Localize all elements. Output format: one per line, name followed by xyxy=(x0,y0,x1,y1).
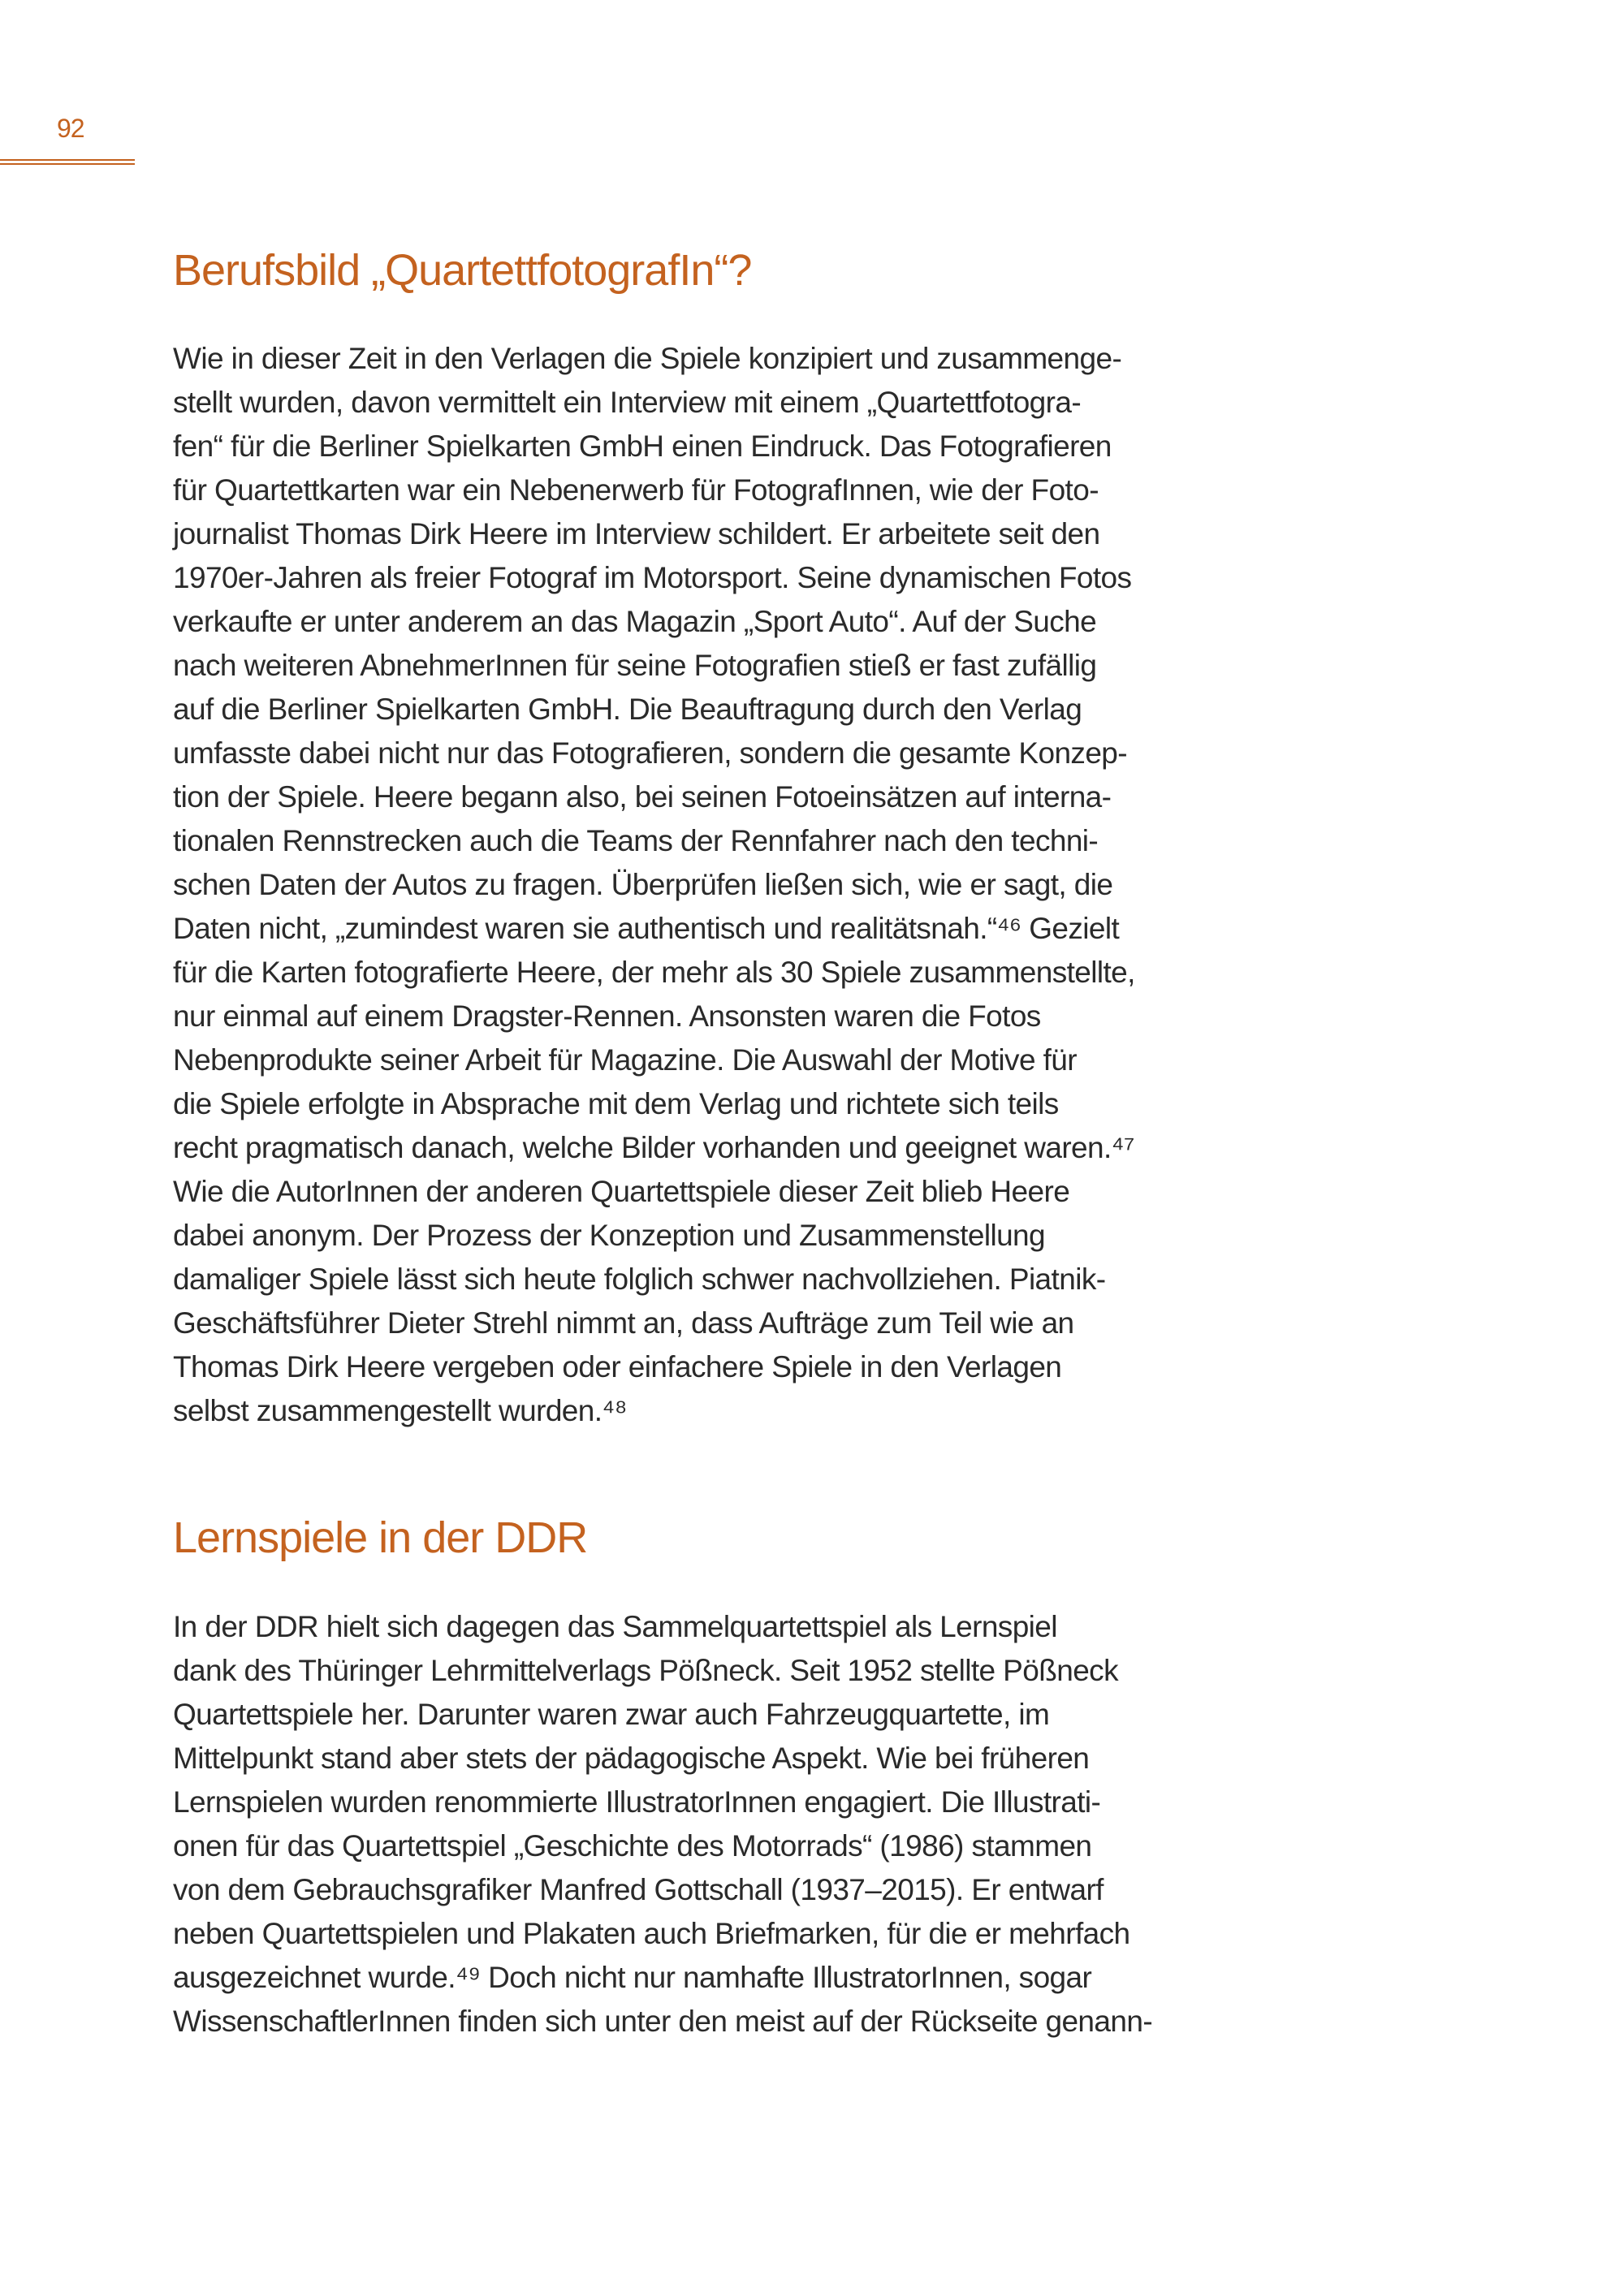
text-line: Nebenprodukte seiner Arbeit für Magazine. Die Auswahl der Motive für xyxy=(173,1043,1077,1077)
text-line: dank des Thüringer Lehrmittelverlags Pößneck. Seit 1952 stellte Pößneck xyxy=(173,1654,1118,1687)
text-line: auf die Berliner Spielkarten GmbH. Die Beauftragung durch den Verlag xyxy=(173,693,1082,726)
text-line: In der DDR hielt sich dagegen das Sammelquartettspiel als Lernspiel xyxy=(173,1610,1057,1643)
page-number: 92 xyxy=(57,114,84,143)
text-line: die Spiele erfolgte in Absprache mit dem Verlag und richtete sich teils xyxy=(173,1087,1059,1120)
text-line: umfasste dabei nicht nur das Fotografieren, sondern die gesamte Konzep- xyxy=(173,736,1128,770)
text-line: für Quartettkarten war ein Nebenerwerb für FotografInnen, wie der Foto- xyxy=(173,473,1099,507)
text-line: dabei anonym. Der Prozess der Konzeption und Zusammenstellung xyxy=(173,1219,1046,1252)
text-line: Quartettspiele her. Darunter waren zwar auch Fahrzeugquartette, im xyxy=(173,1698,1050,1731)
text-line: für die Karten fotografierte Heere, der mehr als 30 Spiele zusammenstellte, xyxy=(173,956,1135,989)
text-line: selbst zusammengestellt wurden.⁴⁸ xyxy=(173,1394,627,1427)
section-heading-berufsbild: Berufsbild „QuartettfotografIn“? xyxy=(173,246,752,295)
text-line: Lernspielen wurden renommierte IllustratorInnen engagiert. Die Illustrati- xyxy=(173,1785,1101,1819)
text-line: damaliger Spiele lässt sich heute folglich schwer nachvollziehen. Piatnik- xyxy=(173,1263,1106,1296)
text-line: Mittelpunkt stand aber stets der pädagogische Aspekt. Wie bei früheren xyxy=(173,1742,1090,1775)
header-rule-secondary xyxy=(0,163,135,165)
text-line: neben Quartettspielen und Plakaten auch Briefmarken, für die er mehrfach xyxy=(173,1917,1130,1950)
text-line: tion der Spiele. Heere begann also, bei seinen Fotoeinsätzen auf interna- xyxy=(173,780,1112,814)
paragraph-berufsbild xyxy=(173,337,1261,1433)
text-line: Wie die AutorInnen der anderen Quartettspiele dieser Zeit blieb Heere xyxy=(173,1175,1070,1208)
text-line: von dem Gebrauchsgrafiker Manfred Gottschall (1937–2015). Er entwarf xyxy=(173,1873,1104,1906)
text-line: nach weiteren AbnehmerInnen für seine Fotografien stieß er fast zufällig xyxy=(173,649,1097,682)
text-line: onen für das Quartettspiel „Geschichte des Motorrads“ (1986) stammen xyxy=(173,1829,1092,1863)
header-rule xyxy=(0,159,135,161)
text-line: Geschäftsführer Dieter Strehl nimmt an, dass Aufträge zum Teil wie an xyxy=(173,1306,1074,1340)
text-line: nur einmal auf einem Dragster-Rennen. Ansonsten waren die Fotos xyxy=(173,999,1041,1033)
text-line: fen“ für die Berliner Spielkarten GmbH einen Eindruck. Das Fotografieren xyxy=(173,429,1112,463)
text-line: ausgezeichnet wurde.⁴⁹ Doch nicht nur namhafte IllustratorInnen, sogar xyxy=(173,1961,1092,1994)
text-line: schen Daten der Autos zu fragen. Überprüfen ließen sich, wie er sagt, die xyxy=(173,868,1113,901)
paragraph-lernspiele xyxy=(173,1605,1261,2044)
text-line: stellt wurden, davon vermittelt ein Interview mit einem „Quartettfotogra- xyxy=(173,386,1082,419)
section-heading-lernspiele: Lernspiele in der DDR xyxy=(173,1513,588,1562)
text-line: recht pragmatisch danach, welche Bilder vorhanden und geeignet waren.⁴⁷ xyxy=(173,1131,1134,1164)
text-line: verkaufte er unter anderem an das Magazin „Sport Auto“. Auf der Suche xyxy=(173,605,1097,638)
text-line: Wie in dieser Zeit in den Verlagen die Spiele konzipiert und zusammenge- xyxy=(173,342,1122,375)
text-line: Thomas Dirk Heere vergeben oder einfachere Spiele in den Verlagen xyxy=(173,1350,1062,1383)
text-line: 1970er-Jahren als freier Fotograf im Motorsport. Seine dynamischen Fotos xyxy=(173,561,1132,594)
text-line: Daten nicht, „zumindest waren sie authentisch und realitätsnah.“⁴⁶ Gezielt xyxy=(173,912,1120,945)
text-line: tionalen Rennstrecken auch die Teams der Rennfahrer nach den techni- xyxy=(173,824,1099,857)
text-line: journalist Thomas Dirk Heere im Interview schildert. Er arbeitete seit den xyxy=(173,517,1100,550)
text-line: WissenschaftlerInnen finden sich unter den meist auf der Rückseite genann- xyxy=(173,2005,1153,2038)
